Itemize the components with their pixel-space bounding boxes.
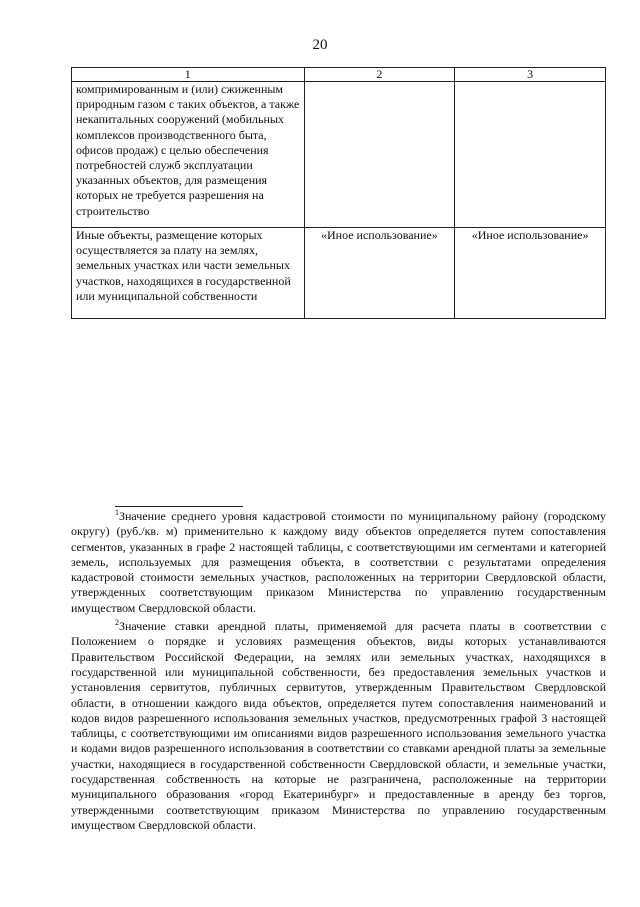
footnotes (71, 509, 606, 836)
table-cell-permitted-use: «Иное использование» (455, 228, 606, 319)
footnote-2 (71, 619, 606, 833)
table-cell-segment (304, 82, 455, 228)
footnote-mark: 2 (115, 618, 119, 628)
table-cell-object-type: компримированным и (или) сжиженным природным газом с таких объектов, а также некапитальных сооружений (мобильных комплексов производственного быта, офисов продаж) с целью обеспечения потребностей служб эксплуатации указанных объектов, для размещения которых не требуется разрешения на строительство (72, 82, 305, 228)
footnote-text: Значение ставки арендной платы, применяемой для расчета платы в соответствии с Положением о порядке и условиях размещения объектов, виды которых устанавливаются Правительством Российской Федерации, на землях или земельных участках, находящихся в государственной или муниципальной собственности, без предоставления земельных участков и установления сервитутов, публичных сервитутов, утвержденным Правительством Свердловской области, в отношении каждого вида объектов, определяется путем сопоставления наименований и кодов видов разрешенного использования земельных участков, предусмотренных графой 3 настоящей таблицы, с соответствующими им описаниями видов разрешенного использования земельного участка и кодами видов разрешенного использования в соответствии со ставками арендной платы за земельные участки, находящиеся в государственной собственности Свердловской области, и земельные участки, государственная собственность на которые не разграничена, расположенные на территории муниципального образования «город Екатеринбург» и предоставленные в аренду без торгов, утвержденными соответствующим приказом Министерства по управлению государственным имуществом Свердловской области. (71, 619, 606, 832)
table-cell-object-type: Иные объекты, размещение которых осуществляется за плату на землях, земельных участках или части земельных участков, находящихся в государственной или муниципальной собственности (72, 228, 305, 319)
footnote-1 (71, 509, 606, 616)
table-cell-permitted-use (455, 82, 606, 228)
column-header-3: 3 (455, 68, 606, 82)
footnote-mark: 1 (115, 508, 119, 517)
table-header-row (72, 68, 606, 82)
table-row (72, 228, 606, 319)
table-row (72, 82, 606, 228)
column-header-1: 1 (72, 68, 305, 82)
footnote-text: Значение среднего уровня кадастровой стоимости по муниципальному району (городскому округу) (руб./кв. м) применительно к каждому виду объектов определяется путем сопоставления сегментов, указанных в графе 2 настоящей таблицы, с соответствующими им сегментами и категорией земель, используемых для размещения объекта, в соответствии с результатами определения кадастровой стоимости земельных участков, расположенных на территории Свердловской области, утвержденных соответствующим приказом Министерства по управлению государственным имуществом Свердловской области. (71, 509, 606, 615)
page-number: 20 (312, 37, 328, 53)
footnote-separator (115, 506, 243, 507)
column-header-2: 2 (304, 68, 455, 82)
data-table (71, 67, 606, 319)
table-cell-segment: «Иное использование» (304, 228, 455, 319)
